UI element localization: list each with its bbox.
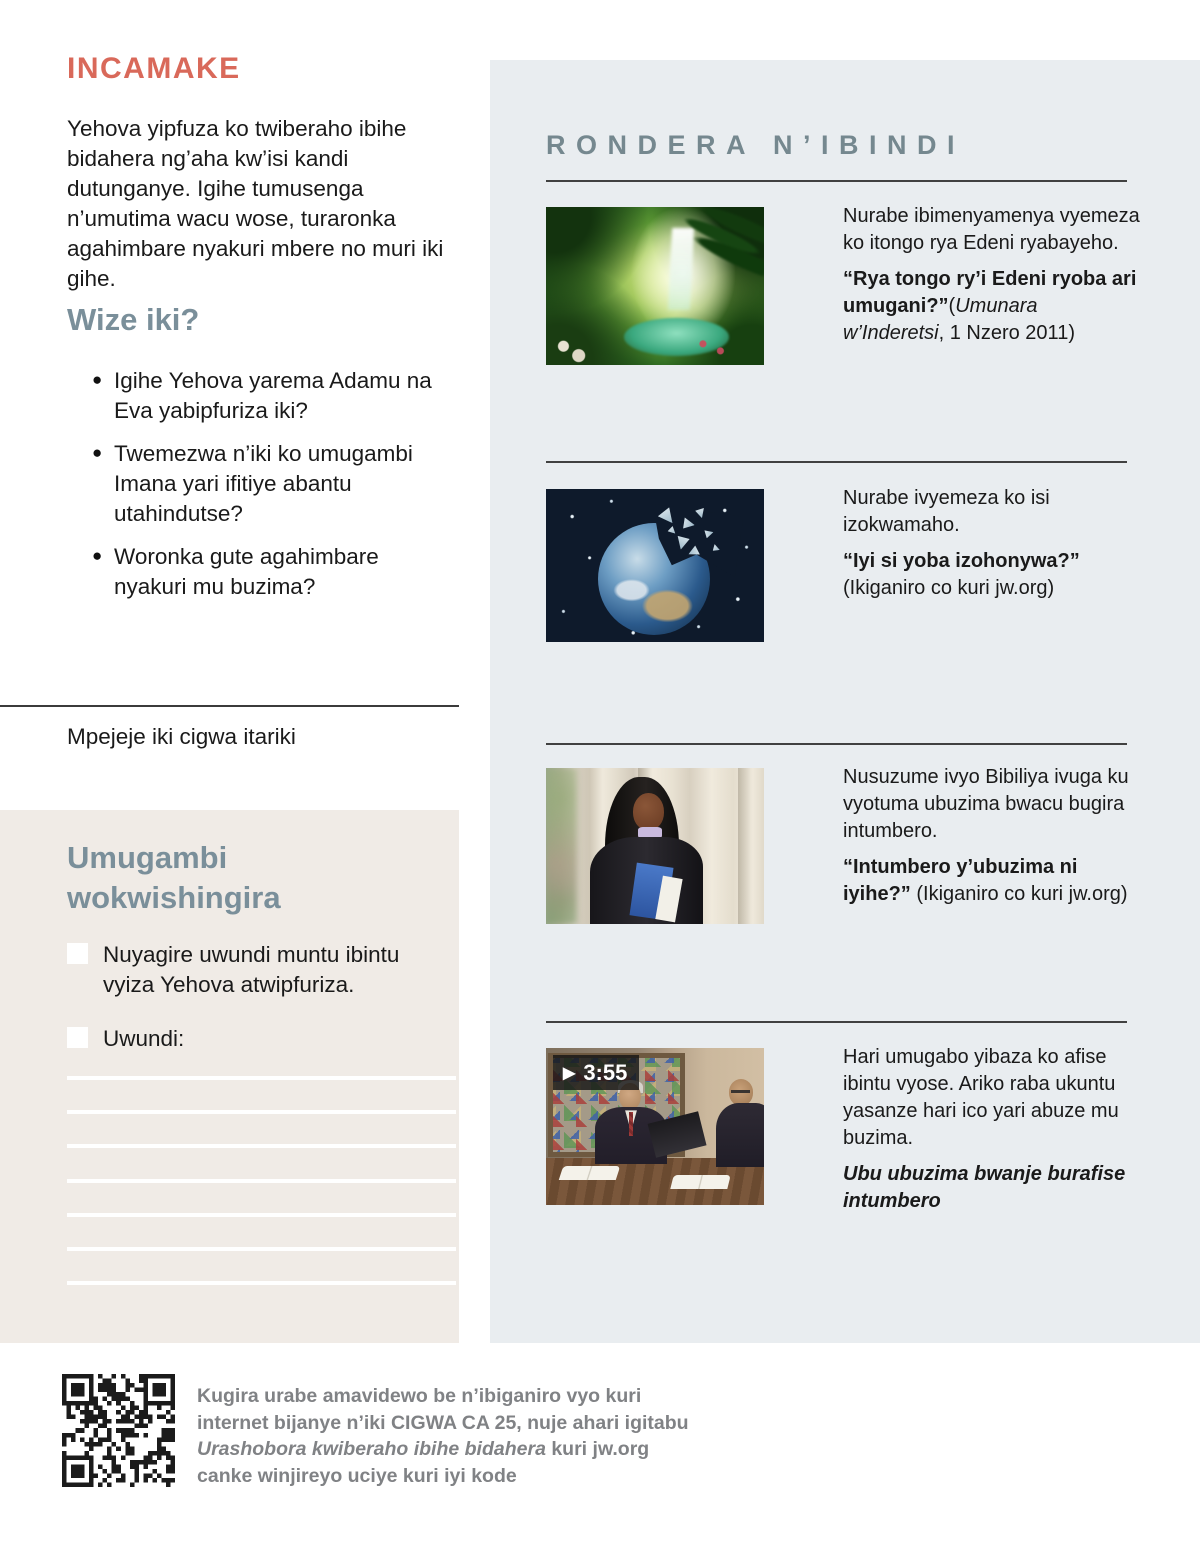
garden-of-eden-image (546, 207, 764, 365)
list-item-text: Twemezwa n’iki ko umugambi Imana yari ifitiye abantu utahindutse? (114, 441, 413, 526)
list-item-text: Woronka gute agahimbare nyakuri mu buzima? (114, 544, 379, 599)
item-description: Hari umugabo yibaza ko afise ibintu vyose. Ariko raba ukuntu yasanze hari ico yari abuze mu buzima. (843, 1046, 1119, 1149)
checkbox[interactable] (67, 1027, 88, 1048)
divider (546, 180, 1127, 182)
item-description: Nurabe ibimenyamenya vyemeza ko itongo rya Edeni ryabayeho. (843, 205, 1140, 254)
face-shape (633, 793, 664, 830)
man-listening-shape (716, 1079, 764, 1167)
woman-with-folder-image (546, 768, 764, 924)
video-thumbnail (546, 1048, 764, 1205)
divider (546, 743, 1127, 745)
video-duration: 3:55 (583, 1059, 628, 1085)
explore-item (843, 203, 1143, 347)
write-line[interactable] (67, 1281, 456, 1285)
explore-item (843, 1044, 1143, 1215)
bullet-icon: ● (92, 546, 103, 565)
open-bible-shape (559, 1166, 620, 1180)
write-line[interactable] (67, 1110, 456, 1114)
item-description: Nusuzume ivyo Bibiliya ivuga ku vyotuma ubuzima bwacu bugira intumbero. (843, 766, 1129, 842)
flowers-shape (546, 318, 764, 365)
shattering-earth-image (546, 489, 764, 642)
goal-option (67, 940, 423, 1000)
write-line[interactable] (67, 1213, 456, 1217)
list-item (67, 366, 447, 426)
learned-list (67, 366, 447, 615)
garden-background-shape (546, 768, 577, 924)
divider (546, 461, 1127, 463)
goal-box (0, 810, 459, 1343)
video-duration-badge (553, 1055, 639, 1090)
goal-option-label: Nuyagire uwundi muntu ibintu vyiza Yehova atwipfuriza. (103, 942, 400, 997)
item-description: Nurabe ivyemeza ko isi izokwamaho. (843, 487, 1050, 536)
column-shape (738, 768, 753, 924)
bullet-icon: ● (92, 443, 103, 462)
summary-heading: INCAMAKE (67, 52, 241, 85)
goal-heading: Umugambi wokwishingira (67, 840, 281, 915)
bullet-icon: ● (92, 370, 103, 389)
qr-code (62, 1374, 175, 1487)
explore-item (843, 764, 1143, 908)
palm-fronds-shape (640, 207, 764, 305)
divider (0, 705, 459, 707)
divider (546, 1021, 1127, 1023)
item-reference: “Iyi si yoba izohonywa?” (Ikiganiro co kuri jw.org) (843, 550, 1080, 599)
goal-option-label: Uwundi: (103, 1026, 185, 1051)
explore-panel (490, 60, 1200, 1343)
learned-heading: Wize iki? (67, 302, 200, 337)
open-bible-shape (671, 1175, 731, 1189)
item-reference: Ubu ubuzima bwanje burafise intumbero (843, 1163, 1126, 1212)
goal-option (67, 1024, 423, 1054)
checkbox[interactable] (67, 943, 88, 964)
item-reference: “Intumbero y’ubuzima ni iyihe?” (Ikiganiro co kuri jw.org) (843, 856, 1128, 905)
play-icon: ▶ (563, 1064, 576, 1082)
completion-date-line: Mpejeje iki cigwa itariki (67, 724, 296, 749)
explore-item (843, 485, 1143, 602)
write-line[interactable] (67, 1179, 456, 1183)
footer-instructions: Kugira urabe amavidewo be n’ibiganiro vyo kuri internet bijanye n’iki CIGWA CA 25, nuje ahari igitabu Urashobora kwiberaho ibihe bidahera kuri jw.org canke winjireyo uciye kuri iyi kode (197, 1385, 689, 1487)
write-line[interactable] (67, 1144, 456, 1148)
list-item-text: Igihe Yehova yarema Adamu na Eva yabipfuriza iki? (114, 368, 432, 423)
write-line[interactable] (67, 1247, 456, 1251)
list-item (67, 439, 447, 529)
write-line[interactable] (67, 1076, 456, 1080)
explore-heading: RONDERA N’IBINDI (546, 130, 966, 161)
summary-text: Yehova yipfuza ko twiberaho ibihe bidahera ng’aha kw’isi kandi dutunganye. Igihe tumusenga n’umutima wacu wose, turaronka agahimbare nyakuri mbere no muri iki gihe. (67, 116, 444, 291)
item-reference: “Rya tongo ry’i Edeni ryoba ari umugani?”(Umunara w’Inderetsi, 1 Nzero 2011) (843, 268, 1137, 344)
list-item (67, 542, 447, 602)
